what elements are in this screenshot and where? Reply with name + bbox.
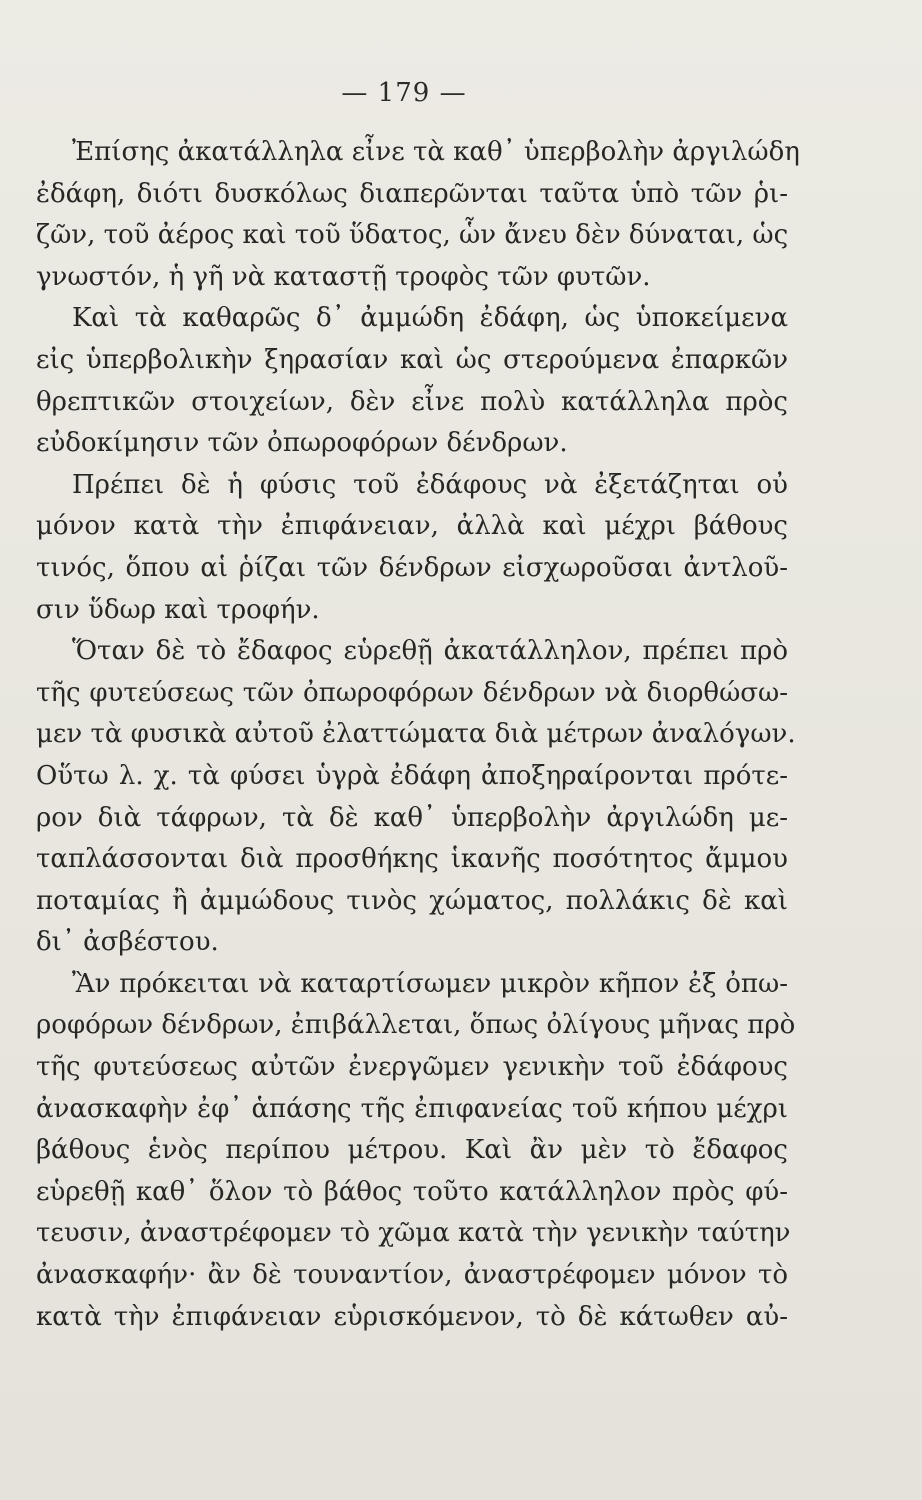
text-line: γνωστόν, ἡ γῆ νὰ καταστῇ τροφὸς τῶν φυτῶν. bbox=[36, 261, 651, 292]
text-line: ρον διὰ τάφρων, τὰ δὲ καθ᾽ ὑπερβολὴν ἀργιλώδη με- bbox=[36, 802, 788, 833]
text-line: Ἐπίσης ἀκατάλληλα εἶνε τὰ καθ᾽ ὑπερβολὴν ἀργιλώδη bbox=[72, 137, 800, 167]
paragraph-3 bbox=[36, 465, 788, 631]
paragraph-5 bbox=[36, 964, 796, 1338]
text-line: ροφόρων δένδρων, ἐπιβάλλεται, ὅπως ὀλίγους μῆνας πρὸ bbox=[36, 1010, 796, 1041]
text-line: εὑρεθῇ καθ᾽ ὅλον τὸ βάθος τοῦτο κατάλληλον πρὸς φύ- bbox=[36, 1176, 788, 1207]
paragraph-2 bbox=[36, 298, 788, 464]
text-line: Ὅταν δὲ τὸ ἔδαφος εὑρεθῇ ἀκατάλληλον, πρέπει πρὸ bbox=[72, 636, 788, 667]
text-line: τῆς φυτεύσεως αὐτῶν ἐνεργῶμεν γενικὴν τοῦ ἐδάφους bbox=[36, 1052, 788, 1083]
body-text bbox=[36, 132, 800, 1338]
text-line: εὐδοκίμησιν τῶν ὀπωροφόρων δένδρων. bbox=[36, 428, 568, 459]
text-line: μόνον κατὰ τὴν ἐπιφάνειαν, ἀλλὰ καὶ μέχρι βάθους bbox=[36, 511, 788, 542]
text-line: ποταμίας ἢ ἀμμώδους τινὸς χώματος, πολλάκις δὲ καὶ bbox=[36, 885, 788, 916]
text-line: ζῶν, τοῦ ἀέρος καὶ τοῦ ὕδατος, ὧν ἄνευ δὲν δύναται, ὡς bbox=[36, 220, 789, 251]
paragraph-1 bbox=[36, 132, 800, 298]
paragraph-4 bbox=[36, 631, 796, 964]
text-line: Πρέπει δὲ ἡ φύσις τοῦ ἐδάφους νὰ ἐξετάζηται οὐ bbox=[72, 469, 788, 500]
text-line: ἀνασκαφὴν ἐφ᾽ ἁπάσης τῆς ἐπιφανείας τοῦ κήπου μέχρι bbox=[36, 1093, 788, 1124]
text-line: μεν τὰ φυσικὰ αὐτοῦ ἐλαττώματα διὰ μέτρων ἀναλόγων. bbox=[36, 719, 796, 750]
text-line: τῆς φυτεύσεως τῶν ὀπωροφόρων δένδρων νὰ διορθώσω- bbox=[36, 677, 788, 708]
text-line: θρεπτικῶν στοιχείων, δὲν εἶνε πολὺ κατάλληλα πρὸς bbox=[36, 386, 788, 417]
text-line: Καὶ τὰ καθαρῶς δ᾽ ἀμμώδη ἐδάφη, ὡς ὑποκείμενα bbox=[72, 303, 788, 334]
text-line: ἀνασκαφήν· ἂν δὲ τουναντίον, ἀναστρέφομεν μόνον τὸ bbox=[36, 1260, 788, 1291]
text-line: κατὰ τὴν ἐπιφάνειαν εὑρισκόμενον, τὸ δὲ κάτωθεν αὐ- bbox=[36, 1301, 788, 1332]
text-line: σιν ὕδωρ καὶ τροφήν. bbox=[36, 594, 320, 625]
text-line: ἐδάφη, διότι δυσκόλως διαπερῶνται ταῦτα ὑπὸ τῶν ῥι- bbox=[36, 178, 788, 209]
text-line: βάθους ἑνὸς περίπου μέτρου. Καὶ ἂν μὲν τὸ ἔδαφος bbox=[36, 1135, 788, 1166]
text-line: ταπλάσσονται διὰ προσθήκης ἱκανῆς ποσότητος ἄμμου bbox=[36, 844, 788, 875]
text-line: Ἂν πρόκειται νὰ καταρτίσωμεν μικρὸν κῆπον ἐξ ὀπω- bbox=[72, 968, 788, 999]
text-line: τευσιν, ἀναστρέφομεν τὸ χῶμα κατὰ τὴν γενικὴν ταύτην bbox=[36, 1218, 791, 1249]
text-line: εἰς ὑπερβολικὴν ξηρασίαν καὶ ὡς στερούμενα ἐπαρκῶν bbox=[36, 344, 788, 375]
text-line: δι᾽ ἀσβέστου. bbox=[36, 927, 219, 958]
text-line: Οὕτω λ. χ. τὰ φύσει ὑγρὰ ἐδάφη ἀποξηραίρονται πρότε- bbox=[36, 760, 788, 791]
text-line: τινός, ὅπου αἱ ῥίζαι τῶν δένδρων εἰσχωροῦσαι ἀντλοῦ- bbox=[36, 552, 788, 583]
page-number: — 179 — bbox=[341, 78, 467, 108]
